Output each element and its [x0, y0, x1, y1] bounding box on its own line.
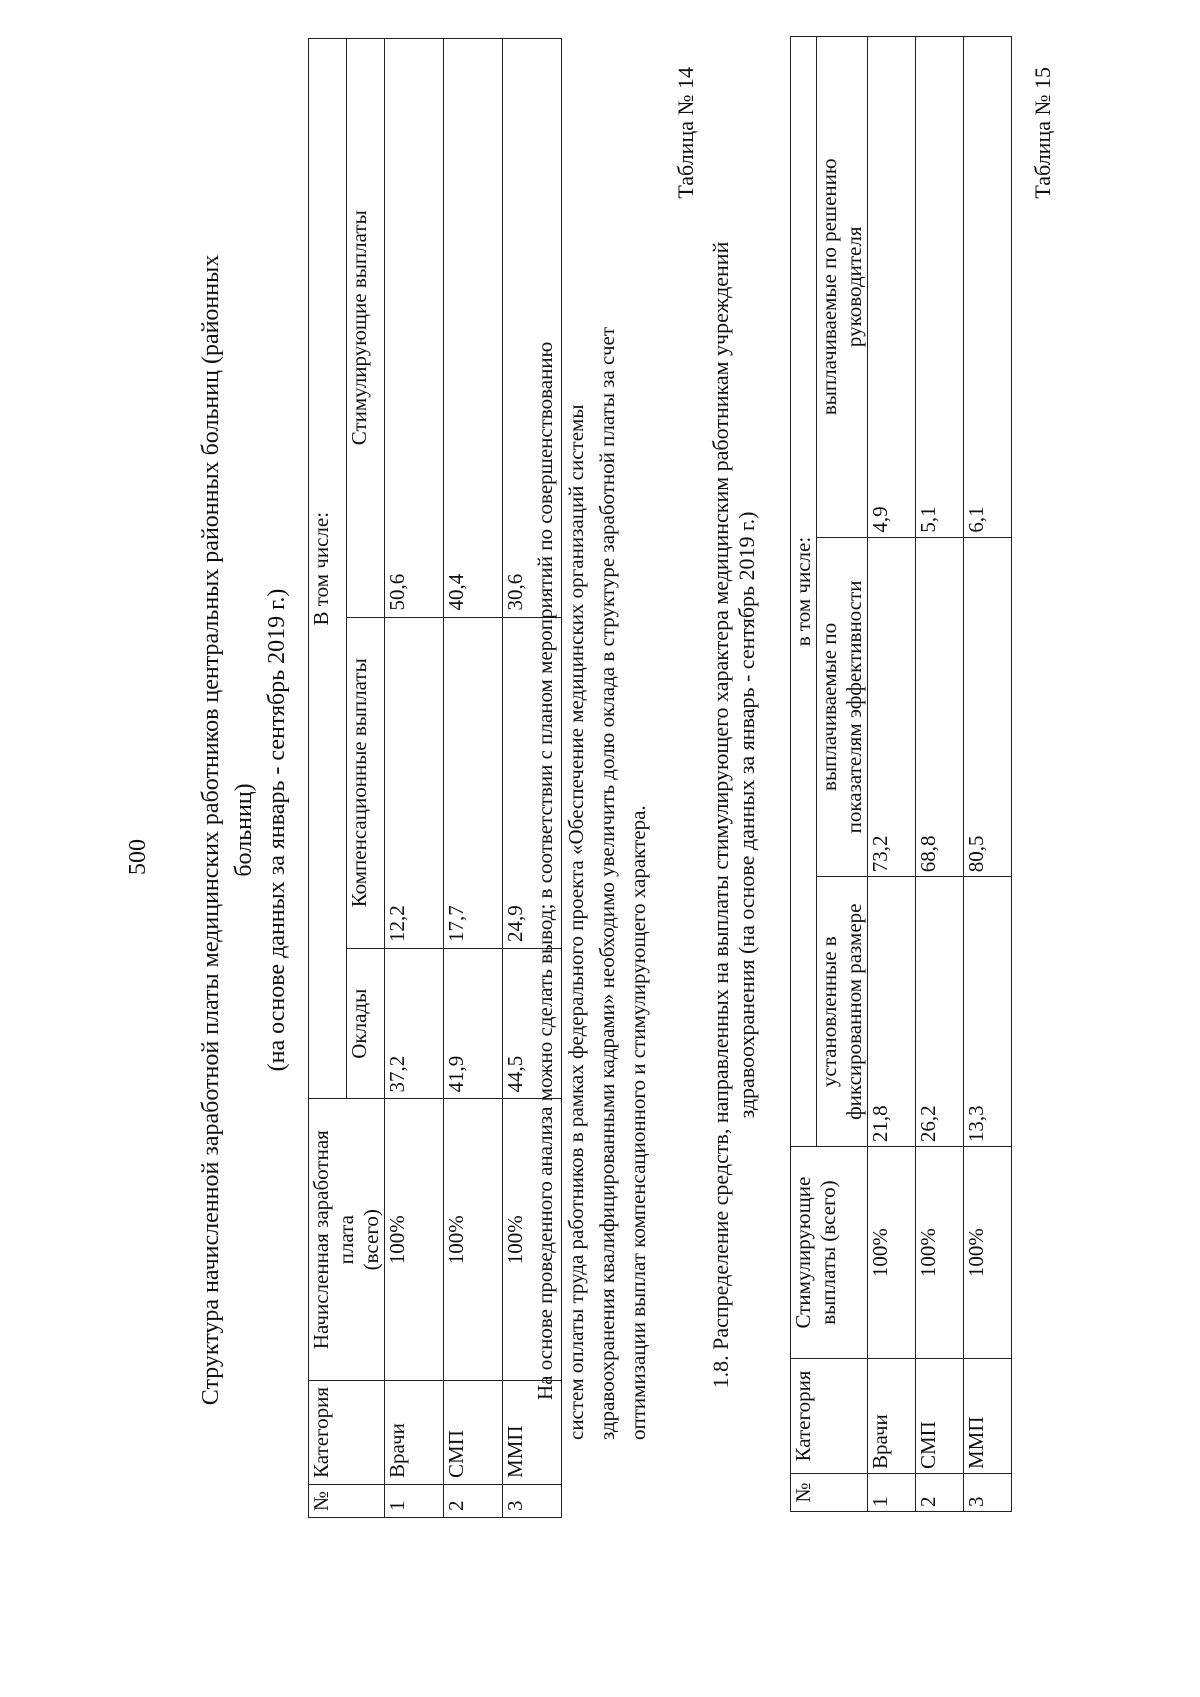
cell-performance: 80,5 [964, 537, 1012, 877]
table-row [964, 37, 1012, 1512]
analysis-paragraph [530, 57, 654, 1440]
page-number: 500 [125, 839, 151, 875]
header-stim-line: Стимулирующие [791, 1176, 815, 1329]
section-1-8-heading [708, 150, 760, 1480]
header-stim-total [791, 1147, 868, 1359]
header-category: Категория [791, 1359, 868, 1474]
cell-salaries: 37,2 [385, 949, 444, 1099]
cell-stimulating: 50,6 [385, 39, 444, 618]
table-row [444, 39, 503, 1518]
header-accrued-total [309, 1099, 385, 1380]
header-fixed-line: фиксированном размере [842, 903, 866, 1120]
paragraph-line: На основе проведенного анализа можно сделать вывод; в соответствии с планом мероприятий по совершенствованию [533, 341, 557, 1400]
cell-category: Врачи [868, 1359, 916, 1474]
rotated-page-content [45, 30, 1155, 1630]
table14-label: Таблица № 14 [673, 67, 698, 199]
table14-title-line: Структура начисленной заработной платы медицинских работников центральных районных больниц (районных [198, 254, 224, 1406]
cell-stimulating: 30,6 [503, 39, 562, 618]
cell-salaries: 44,5 [503, 949, 562, 1099]
header-stim-line: выплаты (всего) [816, 1180, 840, 1325]
stimulating-payments-table [790, 36, 1012, 1512]
header-including: В том числе: [309, 39, 347, 1099]
header-salaries: Оклады [347, 949, 385, 1099]
cell-fixed: 21,8 [868, 877, 916, 1147]
header-fixed [817, 877, 868, 1147]
table14-title-line: (на основе данных за январь - сентябрь 2019 г.) [264, 588, 290, 1072]
cell-total: 100% [916, 1147, 964, 1359]
cell-total: 100% [503, 1099, 562, 1380]
table-row [868, 37, 916, 1512]
header-num: № [309, 1484, 385, 1517]
cell-fixed: 13,3 [964, 877, 1012, 1147]
section-heading-line: 1.8. Распределение средств, направленных на выплаты стимулирующего характера медицинским работникам учреждений [708, 241, 733, 1389]
header-fixed-line: установленные в [817, 936, 841, 1088]
cell-head-decision: 6,1 [964, 37, 1012, 538]
cell-total: 100% [964, 1147, 1012, 1359]
cell-category: СМП [444, 1380, 503, 1484]
header-perf-line: выплачиваемые по [817, 622, 841, 791]
header-accrued-line: (всего) [359, 1209, 383, 1271]
header-head-line: выплачиваемые по решению [817, 158, 841, 416]
table14-title-line: больниц) [231, 783, 257, 877]
cell-head-decision: 4,9 [868, 37, 916, 538]
cell-num: 3 [503, 1484, 562, 1517]
cell-category: Врачи [385, 1380, 444, 1484]
cell-salaries: 41,9 [444, 949, 503, 1099]
cell-total: 100% [868, 1147, 916, 1359]
paragraph-line: здравоохранения квалифицированными кадрами» необходимо увеличить долю оклада в структуре заработной платы за счет [595, 327, 619, 1440]
cell-num: 2 [444, 1484, 503, 1517]
section-heading-line: здравоохранения (на основе данных за январь - сентябрь 2019 г.) [734, 511, 759, 1119]
paragraph-line: оптимизации выплат компенсационного и стимулирующего характера. [626, 805, 650, 1440]
cell-performance: 68,8 [916, 537, 964, 877]
header-including: в том числе: [791, 37, 817, 1147]
cell-compensation: 12,2 [385, 617, 444, 948]
salary-structure-table [308, 38, 562, 1518]
cell-num: 2 [916, 1474, 964, 1512]
header-num: № [791, 1474, 868, 1512]
cell-num: 3 [964, 1474, 1012, 1512]
cell-category: ММП [964, 1359, 1012, 1474]
header-head-decision [817, 37, 868, 538]
header-accrued-line: Начисленная заработная плата [309, 1130, 358, 1350]
paragraph-line: систем оплаты труда работников в рамках федерального проекта «Обеспечение медицинских организаций системы [564, 404, 588, 1440]
cell-num: 1 [868, 1474, 916, 1512]
cell-stimulating: 40,4 [444, 39, 503, 618]
cell-compensation: 17,7 [444, 617, 503, 948]
cell-total: 100% [444, 1099, 503, 1380]
cell-compensation: 24,9 [503, 617, 562, 948]
header-head-line: руководителя [842, 226, 866, 348]
cell-performance: 73,2 [868, 537, 916, 877]
header-category: Категория [309, 1380, 385, 1484]
cell-total: 100% [385, 1099, 444, 1380]
table-row [916, 37, 964, 1512]
header-stimulating: Стимулирующие выплаты [347, 39, 385, 618]
cell-head-decision: 5,1 [916, 37, 964, 538]
header-perf-line: показателям эффективности [842, 580, 866, 834]
cell-fixed: 26,2 [916, 877, 964, 1147]
table15-label: Таблица № 15 [1030, 67, 1055, 199]
table-row [385, 39, 444, 1518]
table14-title [195, 230, 294, 1430]
header-compensation: Компенсационные выплаты [347, 617, 385, 948]
header-performance [817, 537, 868, 877]
cell-category: СМП [916, 1359, 964, 1474]
cell-category: ММП [503, 1380, 562, 1484]
cell-num: 1 [385, 1484, 444, 1517]
